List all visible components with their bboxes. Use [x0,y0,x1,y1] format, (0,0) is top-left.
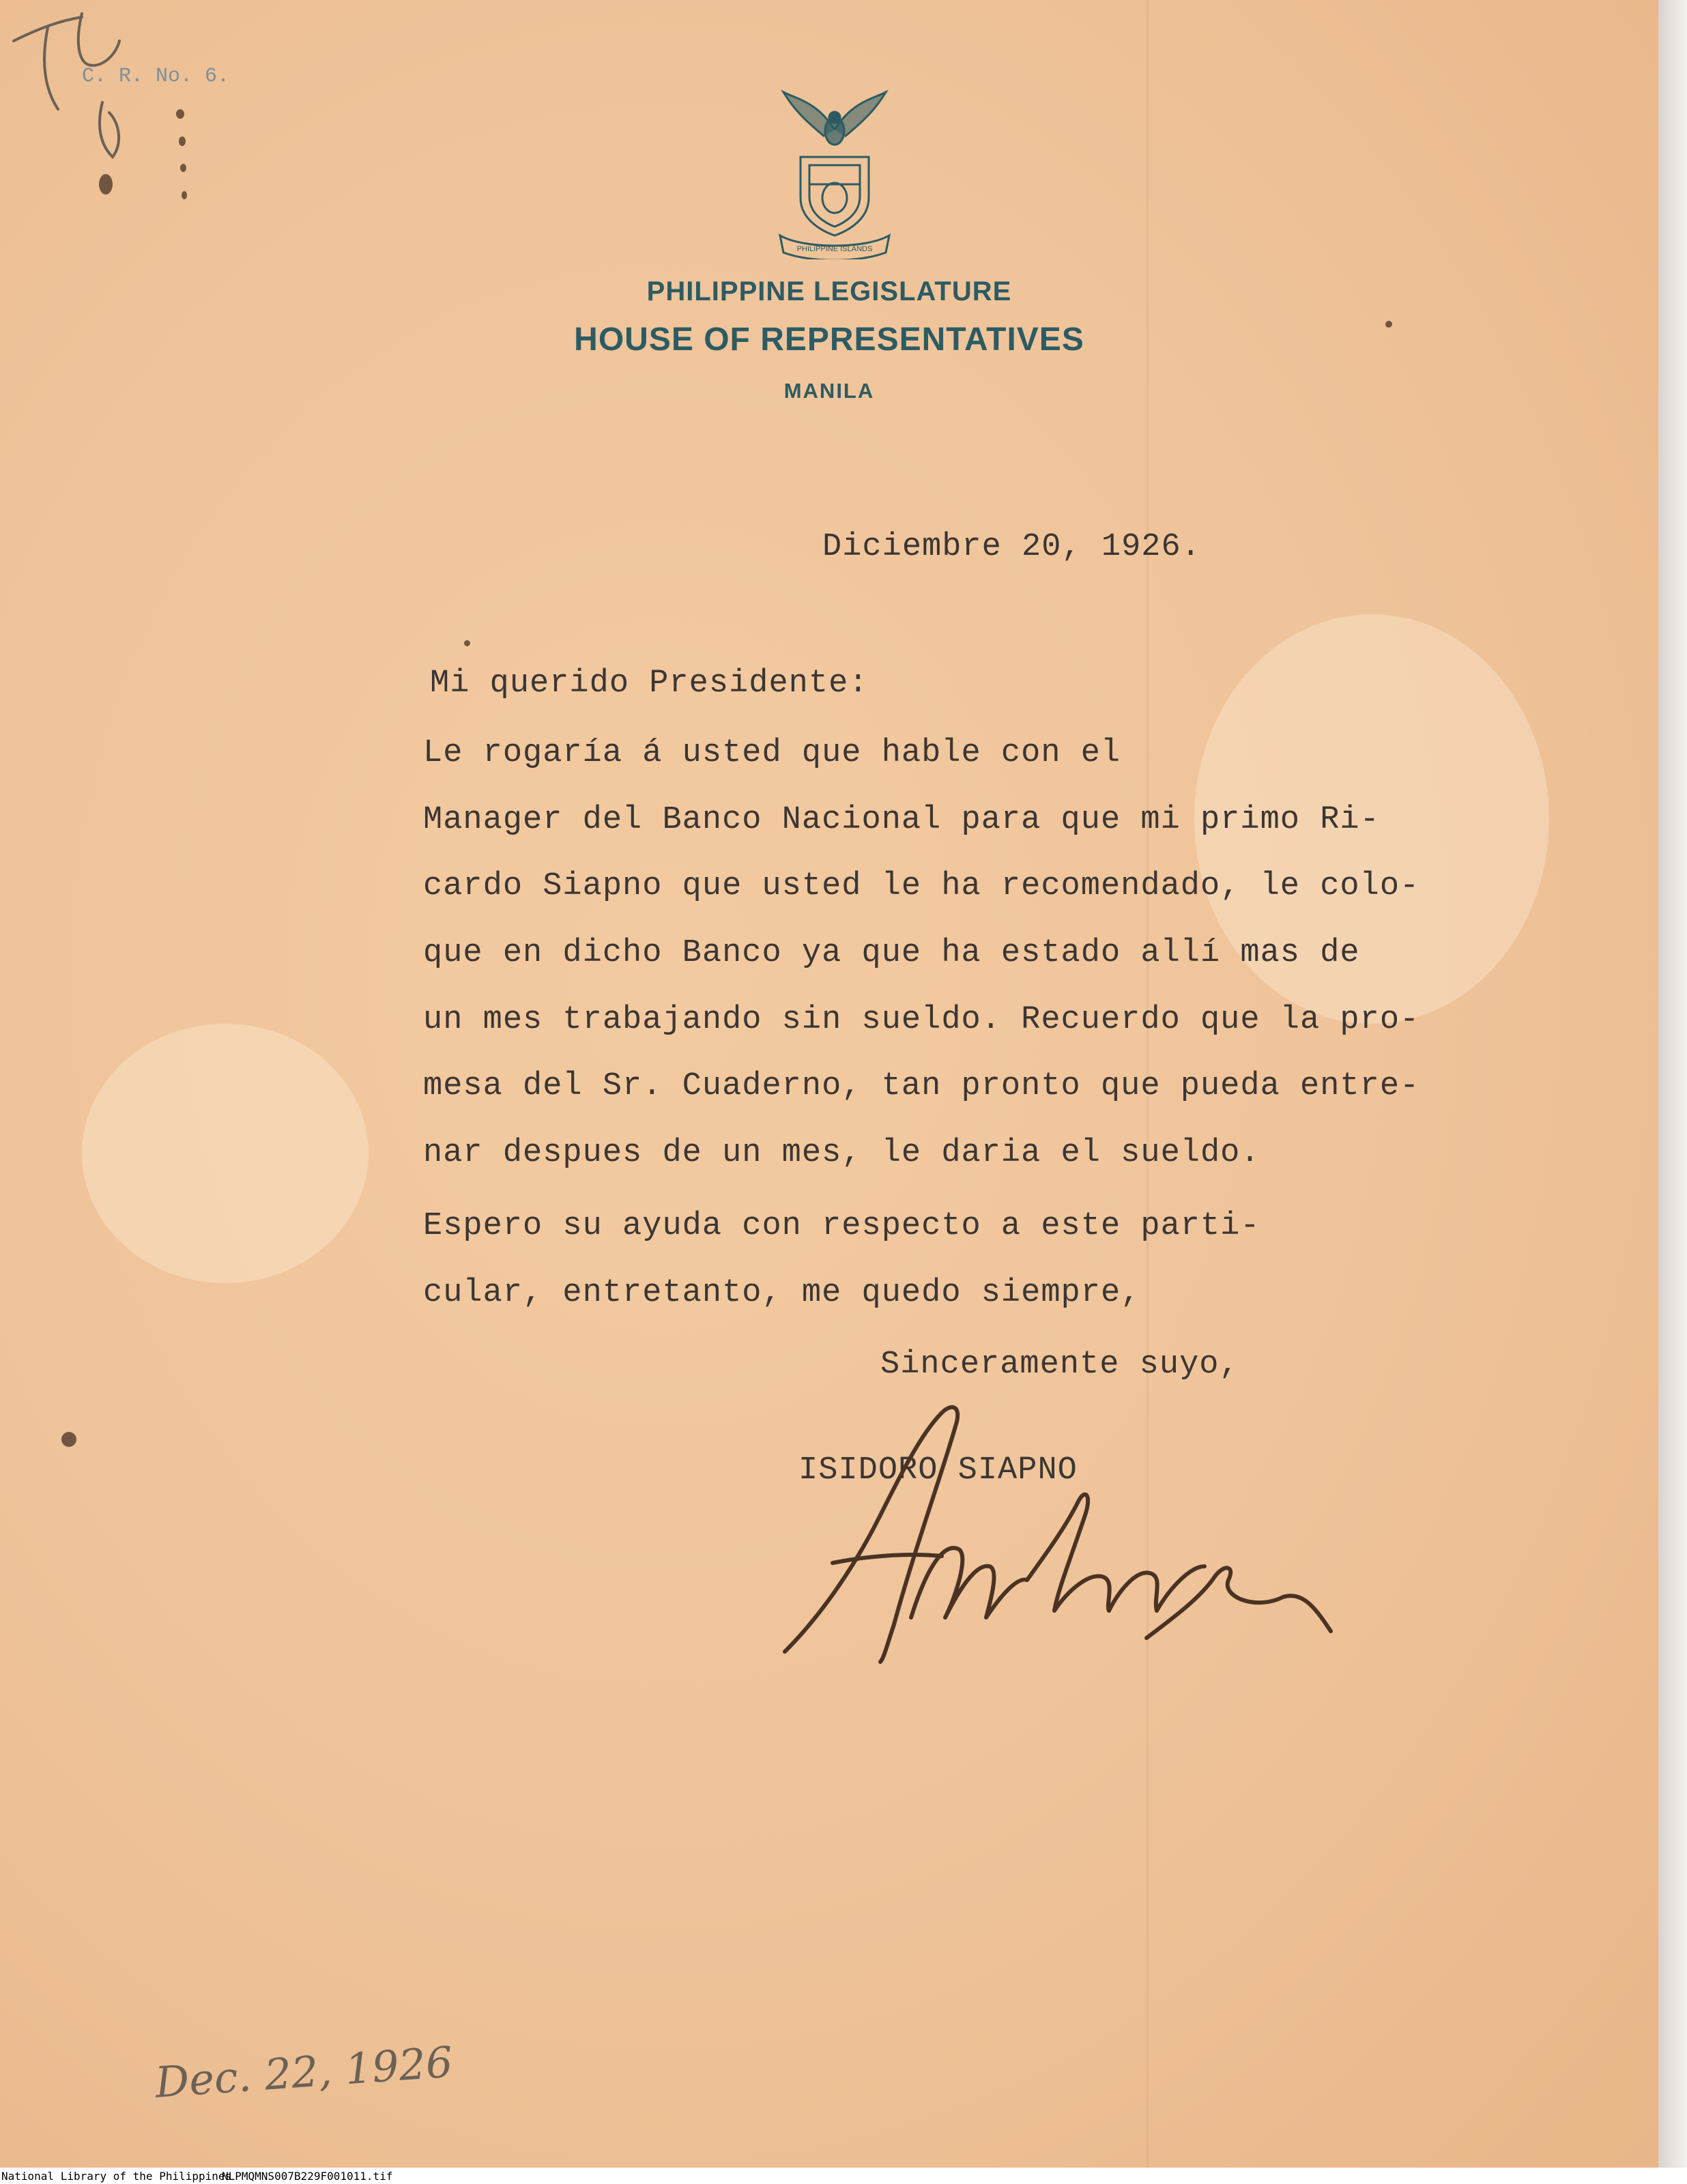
scan-background-edge [1658,0,1687,2168]
ink-spot [61,1432,76,1447]
scan-footer [0,2168,1687,2184]
body-line: nar despues de un mes, le daria el sueldo. [423,1135,1260,1171]
handwritten-received-date: Dec. 22, 1926 [154,2037,455,2108]
footer-file-id: NLPMQMNS007B229F001011.tif [222,2170,393,2183]
ink-spot [176,109,184,119]
ink-spot [464,640,470,646]
typed-signatory-name: ISIDORO SIAPNO [798,1452,1078,1489]
ink-spot [182,191,187,199]
pencil-initials-mark [0,0,164,177]
body-line: Manager del Banco Nacional para que mi primo Ri- [423,802,1380,838]
letterhead-legislature: PHILIPPINE LEGISLATURE [646,276,1012,306]
seal-ribbon-text: PHILIPPINE ISLANDS [796,245,873,253]
body-line: mesa del Sr. Cuaderno, tan pronto que pueda entre- [423,1068,1420,1104]
salutation: Mi querido Presidente: [430,665,869,702]
paper-blot [82,1024,369,1283]
reference-stamp: C. R. No. 6. [82,65,230,88]
ink-spot [179,136,186,146]
ink-spot [180,164,186,172]
ink-spot [99,174,113,195]
letterhead-city: MANILA [783,379,875,403]
letterhead-house: HOUSE OF REPRESENTATIVES [574,321,1084,358]
footer-source: National Library of the Philippines [1,2170,232,2183]
handwritten-signature [764,1392,1351,1693]
body-line: Espero su ayuda con respecto a este parti- [423,1208,1260,1244]
body-line: un mes trabajando sin sueldo. Recuerdo que la pro- [423,1002,1420,1038]
body-line: que en dicho Banco ya que ha estado allí mas de [423,935,1360,971]
letter-date: Diciembre 20, 1926. [822,529,1201,565]
closing: Sinceramente suyo, [880,1347,1239,1383]
body-line: cular, entretanto, me quedo siempre, [423,1275,1141,1311]
body-line: cardo Siapno que usted le ha recomendado, le colo- [423,868,1420,904]
body-line: Le rogaría á usted que hable con el [423,735,1121,771]
house-seal-logo [777,89,893,259]
